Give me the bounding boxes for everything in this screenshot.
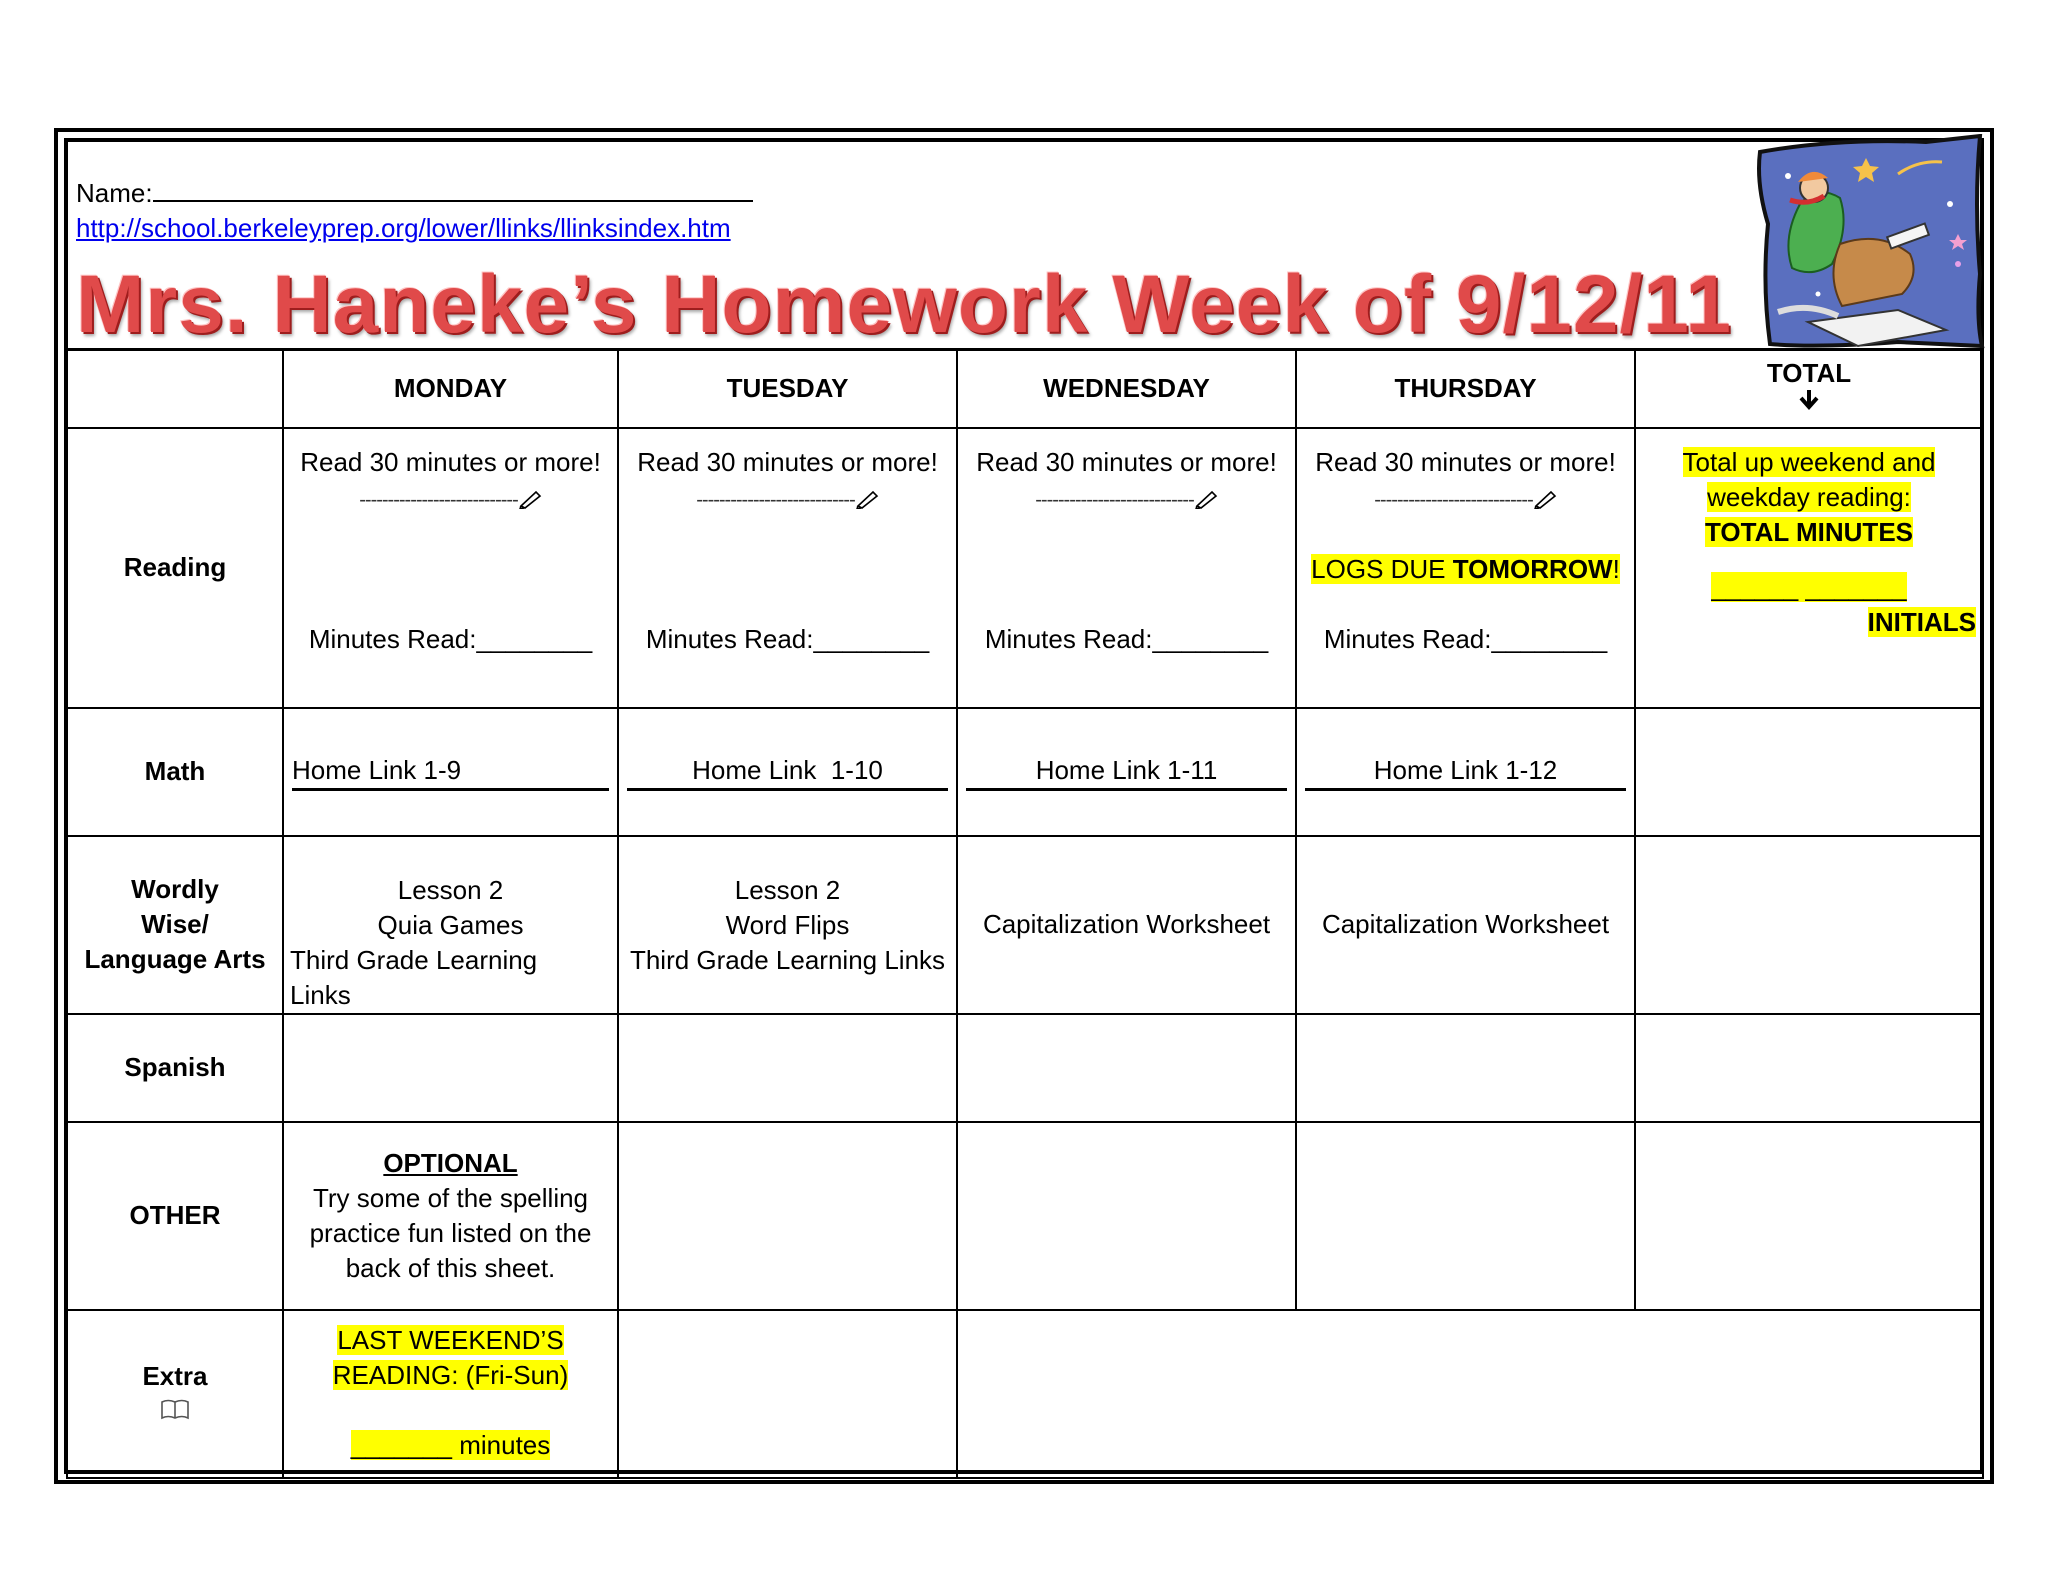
spanish-cell-tuesday: [618, 1014, 957, 1122]
dash-line: ----------------------------: [1374, 488, 1533, 511]
home-link-thursday: Home Link 1-12: [1305, 753, 1626, 791]
column-header-total: [1635, 350, 1983, 428]
row-label-extra: Extra: [67, 1310, 283, 1478]
read-instruction: Read 30 minutes or more!: [637, 446, 938, 477]
initials-label: INITIALS: [1867, 606, 1976, 637]
other-cell-wednesday: [957, 1122, 1296, 1310]
spanish-cell-total: [1635, 1014, 1983, 1122]
column-header-monday: MONDAY: [283, 350, 618, 428]
book-icon: [160, 1398, 190, 1420]
spanish-cell-monday: [283, 1014, 618, 1122]
read-instruction: Read 30 minutes or more!: [1315, 446, 1616, 477]
math-cell-thursday: [1296, 708, 1635, 836]
math-cell-monday: [283, 708, 618, 836]
dash-line: ----------------------------: [359, 488, 518, 511]
page-title: Mrs. Haneke’s Homework Week of 9/12/11: [76, 259, 1732, 350]
read-instruction: Read 30 minutes or more!: [300, 446, 601, 477]
column-header-thursday: THURSDAY: [1296, 350, 1635, 428]
wordly-cell-wednesday: Capitalization Worksheet: [957, 836, 1296, 1014]
math-cell-tuesday: [618, 708, 957, 836]
name-blank-field[interactable]: [153, 178, 753, 202]
corner-cell: [67, 350, 283, 428]
other-row: [67, 1122, 1983, 1310]
wordly-row: [67, 836, 1983, 1014]
extra-cell-tuesday: [618, 1310, 957, 1478]
arrow-down-icon: [1798, 388, 1820, 410]
total-blank-fields[interactable]: ______ _______: [1711, 571, 1907, 602]
last-weekend-line1: LAST WEEKEND’S: [337, 1324, 564, 1355]
reading-row: [67, 428, 1983, 708]
row-label-other: OTHER: [67, 1122, 283, 1310]
optional-heading: OPTIONAL: [383, 1147, 518, 1178]
wordly-cell-total: [1635, 836, 1983, 1014]
minutes-read-field[interactable]: Minutes Read:________: [308, 623, 593, 654]
home-link-tuesday: Home Link 1-10: [627, 753, 948, 791]
spanish-cell-thursday: [1296, 1014, 1635, 1122]
name-line: [76, 178, 753, 209]
read-instruction: Read 30 minutes or more!: [976, 446, 1277, 477]
wordly-cell-monday: Lesson 2 Quia Games Third Grade Learning Links: [283, 836, 618, 1014]
header-row: [67, 350, 1983, 428]
reading-cell-wednesday: [957, 428, 1296, 708]
other-cell-total: [1635, 1122, 1983, 1310]
logs-due-notice: LOGS DUE TOMORROW!: [1311, 553, 1620, 584]
math-cell-wednesday: [957, 708, 1296, 836]
pencil-icon: [1533, 489, 1557, 509]
other-cell-thursday: [1296, 1122, 1635, 1310]
reading-cell-total: [1635, 428, 1983, 708]
pencil-icon: [855, 489, 879, 509]
pencil-icon: [1194, 489, 1218, 509]
name-label: Name:: [76, 178, 153, 208]
homework-table: [66, 348, 1984, 1479]
total-instruction-line2: weekday reading:: [1707, 481, 1911, 512]
extra-cell-monday: [283, 1310, 618, 1478]
minutes-read-field[interactable]: Minutes Read:________: [645, 623, 930, 654]
row-label-reading: Reading: [67, 428, 283, 708]
header: [76, 178, 1756, 348]
extra-row: [67, 1310, 1983, 1478]
column-header-tuesday: TUESDAY: [618, 350, 957, 428]
llinks-url-link[interactable]: http://school.berkeleyprep.org/lower/llinks/llinksindex.htm: [76, 213, 731, 243]
home-link-monday: Home Link 1-9: [292, 753, 609, 791]
reading-cell-tuesday: [618, 428, 957, 708]
other-cell-tuesday: [618, 1122, 957, 1310]
wordly-cell-thursday: Capitalization Worksheet: [1296, 836, 1635, 1014]
dash-line: ----------------------------: [1035, 488, 1194, 511]
reading-student-clipart: [1748, 134, 1988, 354]
spanish-row: [67, 1014, 1983, 1122]
row-label-wordly: Wordly Wise/ Language Arts: [67, 836, 283, 1014]
total-minutes-label: TOTAL MINUTES: [1705, 516, 1913, 547]
math-row: [67, 708, 1983, 836]
wordly-cell-tuesday: Lesson 2 Word Flips Third Grade Learning Links: [618, 836, 957, 1014]
column-header-wednesday: WEDNESDAY: [957, 350, 1296, 428]
extra-cell-merged: [957, 1310, 1983, 1478]
minutes-read-field[interactable]: Minutes Read:________: [984, 623, 1269, 654]
weekend-minutes-field[interactable]: _______ minutes: [350, 1429, 551, 1460]
total-label: TOTAL: [1766, 358, 1852, 388]
minutes-read-field[interactable]: Minutes Read:________: [1323, 623, 1608, 654]
row-label-spanish: Spanish: [67, 1014, 283, 1122]
math-cell-total: [1635, 708, 1983, 836]
dash-line: ----------------------------: [696, 488, 855, 511]
reading-cell-thursday: [1296, 428, 1635, 708]
total-instruction-line1: Total up weekend and: [1682, 446, 1936, 477]
reading-cell-monday: [283, 428, 618, 708]
other-cell-monday: OPTIONAL Try some of the spelling practice fun listed on the back of this sheet.: [283, 1122, 618, 1310]
last-weekend-line2: READING: (Fri-Sun): [332, 1359, 569, 1390]
spanish-cell-wednesday: [957, 1014, 1296, 1122]
row-label-math: Math: [67, 708, 283, 836]
pencil-icon: [518, 489, 542, 509]
home-link-wednesday: Home Link 1-11: [966, 753, 1287, 791]
